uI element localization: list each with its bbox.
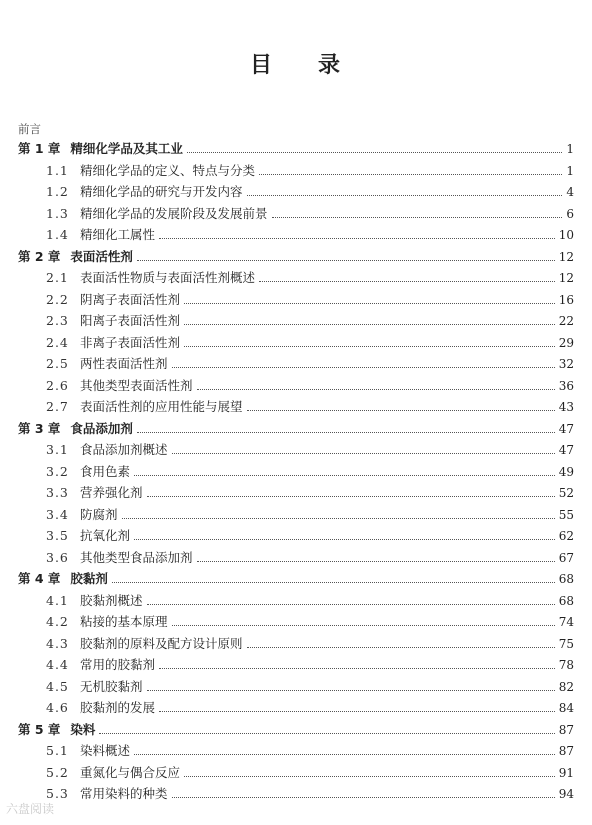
dot-leader [247,195,563,196]
toc-section-entry[interactable] [46,611,574,629]
page-number: 36 [558,378,574,393]
section-number: 4.1 [46,592,69,608]
section-number: 2.3 [46,313,69,328]
toc-section-entry[interactable] [46,375,574,393]
toc-section-entry[interactable] [46,353,574,371]
page-number: 62 [558,529,574,543]
page-number: 22 [558,314,574,328]
dot-leader [122,518,555,519]
toc-section-entry[interactable] [46,332,574,350]
dot-leader [187,152,562,153]
section-number: 5.2 [46,764,69,780]
section-title: 常用的胶黏剂 [80,657,156,672]
toc-section-entry[interactable] [46,310,574,328]
section-title: 其他类型表面活性剂 [80,377,193,393]
dot-leader [197,389,555,390]
section-title: 精细化学品的研究与开发内容 [80,184,243,199]
watermark: 六盘阅读 [6,802,55,816]
section-number: 1.1 [46,162,69,178]
dot-leader [184,324,555,325]
dot-leader [134,475,555,476]
page-number: 87 [558,722,574,737]
page-number: 47 [558,443,574,457]
toc-section-entry[interactable] [46,633,574,651]
section-number: 1.2 [46,184,69,199]
page-number: 47 [558,421,574,436]
page-number: 12 [558,249,574,264]
dot-leader [184,776,555,777]
section-number: 3.4 [46,506,69,522]
section-number: 2.7 [46,399,69,414]
section-title: 阴离子表面活性剂 [80,291,181,307]
page-number: 75 [558,636,574,651]
toc-section-entry[interactable] [46,676,574,694]
toc-section-entry[interactable] [46,482,574,500]
section-title: 精细化工属性 [80,227,156,242]
section-number: 3.6 [46,549,69,565]
page-number: 1 [566,142,574,156]
dot-leader [172,797,555,798]
page-number: 67 [558,550,574,565]
toc-section-entry[interactable] [46,590,574,608]
chapter-title: 表面活性剂 [70,248,133,264]
section-number: 3.2 [46,463,69,479]
section-number: 2.4 [46,334,69,350]
chapter-title: 染料 [70,721,96,737]
page-number: 49 [558,464,574,479]
section-number: 3.1 [46,442,69,457]
dot-leader [137,260,555,261]
chapter-number: 第 1 章 [18,141,61,156]
dot-leader [147,604,555,605]
dot-leader [259,174,562,175]
section-title: 胶黏剂的原料及配方设计原则 [80,635,243,651]
section-title: 食用色素 [80,463,131,479]
section-number: 4.4 [46,657,69,672]
toc-chapter-entry[interactable] [18,138,574,156]
page-number: 1 [566,163,574,178]
page-number: 43 [558,400,574,414]
toc-section-entry[interactable] [46,504,574,522]
section-title: 抗氧化剂 [80,528,131,543]
section-title: 胶黏剂概述 [80,592,143,608]
page-number: 10 [558,228,574,242]
section-number: 2.1 [46,270,69,285]
section-title: 重氮化与偶合反应 [80,764,181,780]
dot-leader [159,668,555,669]
toc-chapter-entry[interactable] [18,568,574,586]
chapter-title: 精细化学品及其工业 [70,141,183,156]
page-number: 74 [558,615,574,629]
section-title: 胶黏剂的发展 [80,700,156,715]
page-number: 12 [558,271,574,285]
section-number: 1.4 [46,227,69,242]
page-number: 68 [558,572,574,586]
section-number: 4.6 [46,700,69,715]
section-number: 3.3 [46,485,69,500]
toc-section-entry[interactable] [46,160,574,178]
section-number: 1.3 [46,205,69,221]
dot-leader [147,496,555,497]
dot-leader [197,561,555,562]
chapter-number: 第 4 章 [18,571,61,586]
toc-section-entry[interactable] [46,525,574,543]
section-number: 2.2 [46,291,69,307]
dot-leader [137,432,555,433]
section-title: 染料概述 [80,743,131,758]
page-number: 6 [566,206,574,221]
toc-section-entry[interactable] [46,783,574,801]
toc-section-entry[interactable] [46,654,574,672]
section-title: 阳离子表面活性剂 [80,313,181,328]
dot-leader [134,754,555,755]
toc-chapter-entry[interactable] [18,418,574,436]
section-number: 2.5 [46,356,69,371]
toc-section-entry[interactable] [46,461,574,479]
dot-leader [172,453,555,454]
title-right: 录 [318,53,343,78]
page-number: 32 [558,357,574,371]
toc-section-entry[interactable] [46,547,574,565]
page-title [0,48,592,79]
section-title: 食品添加剂概述 [80,442,168,457]
toc-section-entry[interactable] [46,224,574,242]
dot-leader [247,410,555,411]
toc-section-entry[interactable] [46,289,574,307]
page-number: 52 [558,486,574,500]
toc-chapter-entry[interactable] [18,246,574,264]
section-number: 5.1 [46,743,69,758]
section-number: 2.6 [46,377,69,393]
dot-leader [134,539,555,540]
section-title: 精细化学品的定义、特点与分类 [80,162,256,178]
page-number: 91 [558,765,574,780]
chapter-number: 第 2 章 [18,248,61,264]
toc-section-entry[interactable] [46,396,574,414]
page-number: 87 [558,744,574,758]
section-title: 表面活性剂的应用性能与展望 [80,399,243,414]
page-number: 16 [558,292,574,307]
chapter-number: 第 5 章 [18,721,61,737]
section-number: 4.5 [46,678,69,694]
title-left: 目 [249,53,274,78]
dot-leader [184,303,555,304]
chapter-title: 胶黏剂 [70,571,108,586]
dot-leader [247,647,555,648]
section-title: 其他类型食品添加剂 [80,549,193,565]
toc-section-entry[interactable] [46,697,574,715]
page-number: 55 [558,507,574,522]
toc-section-entry[interactable] [46,181,574,199]
dot-leader [159,238,555,239]
dot-leader [172,367,555,368]
page-number: 82 [558,679,574,694]
page-number: 84 [558,701,574,715]
section-number: 4.3 [46,635,69,651]
section-title: 无机胶黏剂 [80,678,143,694]
dot-leader [112,582,555,583]
chapter-title: 食品添加剂 [70,420,133,436]
preface-entry[interactable] [18,118,574,136]
page-number: 94 [558,787,574,801]
dot-leader [259,281,555,282]
toc-section-entry[interactable] [46,762,574,780]
page-number: 78 [558,658,574,672]
toc-section-entry[interactable] [46,439,574,457]
section-title: 两性表面活性剂 [80,356,168,371]
section-number: 3.5 [46,528,69,543]
section-title: 粘接的基本原理 [80,614,168,629]
toc-chapter-entry[interactable] [18,719,574,737]
page-number: 4 [566,185,574,199]
dot-leader [172,625,555,626]
dot-leader [147,690,555,691]
dot-leader [159,711,555,712]
toc-section-entry[interactable] [46,740,574,758]
page-number: 68 [558,593,574,608]
section-title: 常用染料的种类 [80,786,168,801]
dot-leader [272,217,563,218]
section-title: 非离子表面活性剂 [80,334,181,350]
section-number: 5.3 [46,786,69,801]
dot-leader [184,346,555,347]
section-title: 精细化学品的发展阶段及发展前景 [80,205,268,221]
section-title: 防腐剂 [80,506,118,522]
section-number: 4.2 [46,614,69,629]
section-title: 表面活性物质与表面活性剂概述 [80,270,256,285]
page-number: 29 [558,335,574,350]
toc-section-entry[interactable] [46,203,574,221]
preface-label: 前言 [18,122,41,136]
toc-section-entry[interactable] [46,267,574,285]
dot-leader [99,733,554,734]
section-title: 营养强化剂 [80,485,143,500]
chapter-number: 第 3 章 [18,420,61,436]
